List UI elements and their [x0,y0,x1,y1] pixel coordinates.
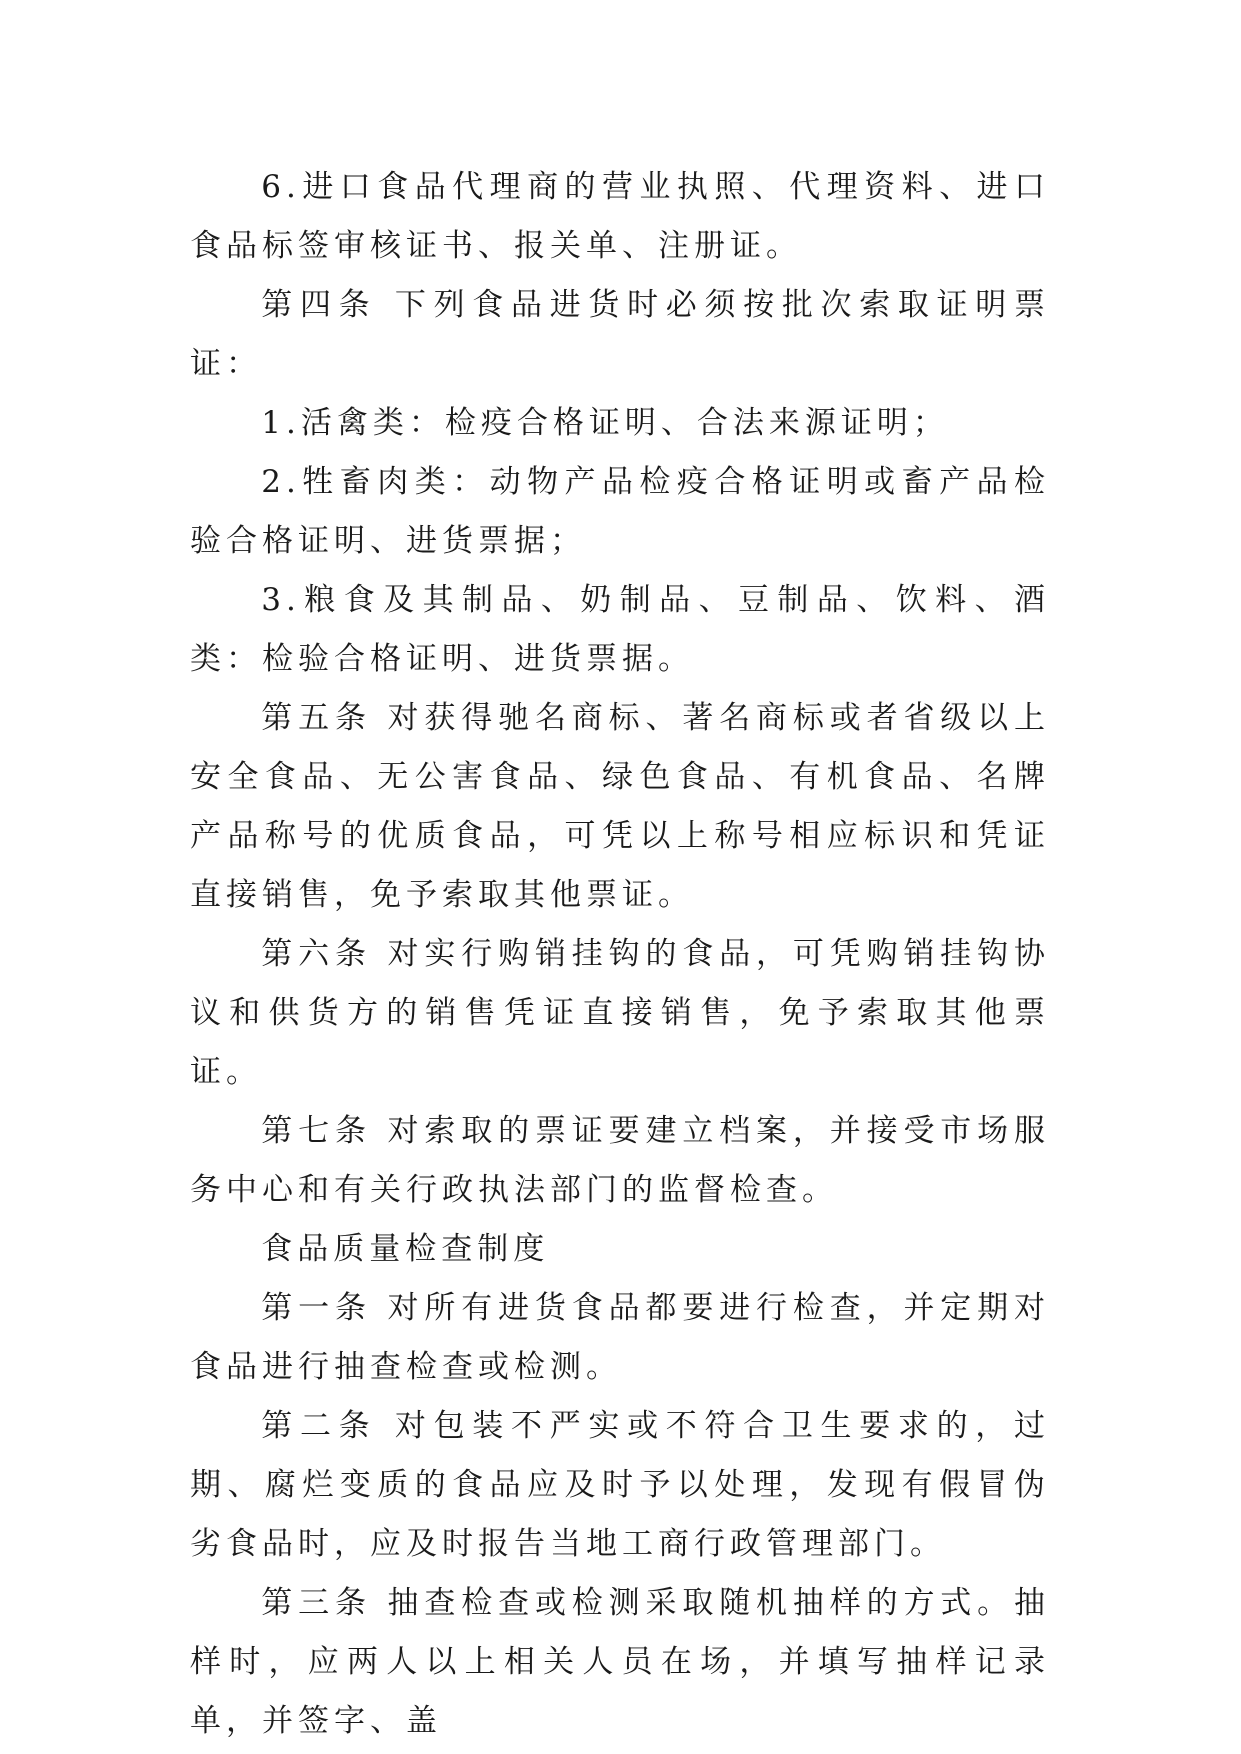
document-body [190,158,1050,1751]
paragraph-item-2: 2.牲畜肉类：动物产品检疫合格证明或畜产品检验合格证明、进货票据； [190,464,1050,559]
article-1: 第一条 对所有进货食品都要进行检查，并定期对食品进行抽查检查或检测。 [190,1290,1050,1385]
article-3: 第三条 抽查检查或检测采取随机抽样的方式。抽样时，应两人以上相关人员在场，并填写抽样记录单，并签字、盖 [190,1585,1050,1739]
article-4-heading: 第四条 下列食品进货时必须按批次索取证明票证： [190,287,1050,382]
article-6: 第六条 对实行购销挂钩的食品，可凭购销挂钩协议和供货方的销售凭证直接销售，免予索取其他票证。 [190,936,1050,1090]
article-7: 第七条 对索取的票证要建立档案，并接受市场服务中心和有关行政执法部门的监督检查。 [190,1113,1050,1208]
paragraph-item-1: 1.活禽类：检疫合格证明、合法来源证明； [261,405,949,441]
paragraph-item-6: 6.进口食品代理商的营业执照、代理资料、进口食品标签审核证书、报关单、注册证。 [190,169,1050,264]
section-title: 食品质量检查制度 [261,1231,550,1267]
article-5: 第五条 对获得驰名商标、著名商标或者省级以上安全食品、无公害食品、绿色食品、有机食品、名牌产品称号的优质食品，可凭以上称号相应标识和凭证直接销售，免予索取其他票证。 [190,700,1050,913]
article-2: 第二条 对包装不严实或不符合卫生要求的，过期、腐烂变质的食品应及时予以处理，发现有假冒伪劣食品时，应及时报告当地工商行政管理部门。 [190,1408,1050,1562]
paragraph-item-3: 3.粮食及其制品、奶制品、豆制品、饮料、酒类：检验合格证明、进货票据。 [190,582,1050,677]
